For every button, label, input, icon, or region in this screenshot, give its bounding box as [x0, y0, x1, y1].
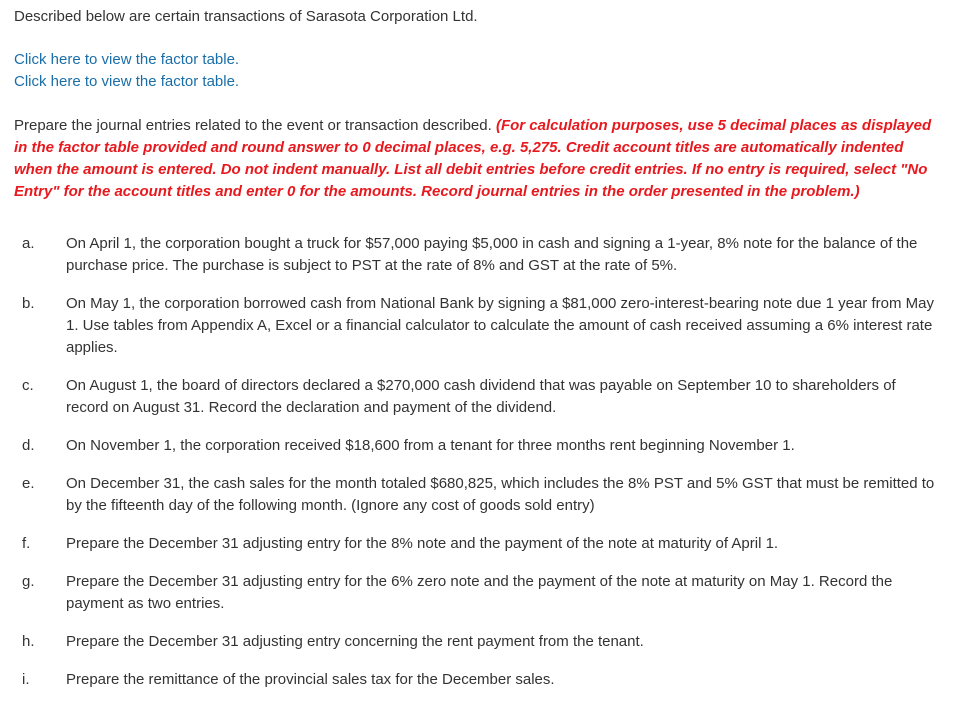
item-letter: i. — [22, 671, 30, 688]
item-letter: c. — [22, 377, 34, 394]
item-text: On August 1, the board of directors declared a $270,000 cash dividend that was payable on September 10 to shareholders of record on August 31. Record the declaration and payment of the dividend. — [66, 377, 896, 416]
item-text: On April 1, the corporation bought a truck for $57,000 paying $5,000 in cash and signing a 1-year, 8% note for the balance of the purchase price. The purchase is subject to PST at the rate of 8% and GST at the rate of 5%. — [66, 235, 918, 274]
item-text: Prepare the remittance of the provincial sales tax for the December sales. — [66, 671, 555, 688]
item-letter: d. — [22, 437, 35, 454]
instructions — [14, 115, 944, 203]
item-letter: h. — [22, 633, 35, 650]
item-letter: g. — [22, 573, 35, 590]
item-text: Prepare the December 31 adjusting entry for the 6% zero note and the payment of the note at maturity on May 1. Record the payment as two entries. — [66, 573, 893, 612]
item-letter: f. — [22, 535, 31, 552]
instructions-normal: Prepare the journal entries related to the event or transaction described. — [14, 117, 496, 134]
item-text: Prepare the December 31 adjusting entry concerning the rent payment from the tenant. — [66, 633, 644, 650]
item-letter: b. — [22, 295, 35, 312]
factor-table-link-1[interactable]: Click here to view the factor table. — [14, 51, 240, 68]
instructions-emphasis: (For calculation purposes, use 5 decimal places as displayed in the factor table provided and round answer to 0 decimal places, e.g. 5,275. Credit account titles are automatically indented when the amount is entered. Do not indent manually. List all debit entries before credit entries. If no entry is required, select "No Entry" for the account titles and enter 0 for the amounts. Record journal entries in the order presented in the problem.) — [14, 117, 932, 200]
factor-table-link-2[interactable]: Click here to view the factor table. — [14, 73, 240, 90]
intro-text: Described below are certain transactions of Sarasota Corporation Ltd. — [14, 8, 478, 25]
item-text: Prepare the December 31 adjusting entry for the 8% note and the payment of the note at maturity of April 1. — [66, 535, 779, 552]
item-text: On November 1, the corporation received $18,600 from a tenant for three months rent beginning November 1. — [66, 437, 795, 454]
item-text: On December 31, the cash sales for the month totaled $680,825, which includes the 8% PST and 5% GST that must be remitted to by the fifteenth day of the following month. (Ignore any cost of goods sold entry) — [66, 475, 935, 514]
item-letter: e. — [22, 475, 35, 492]
item-text: On May 1, the corporation borrowed cash from National Bank by signing a $81,000 zero-interest-bearing note due 1 year from May 1. Use tables from Appendix A, Excel or a financial calculator to calculate the amount of cash received assuming a 6% interest rate applies. — [66, 295, 934, 356]
item-letter: a. — [22, 235, 35, 252]
